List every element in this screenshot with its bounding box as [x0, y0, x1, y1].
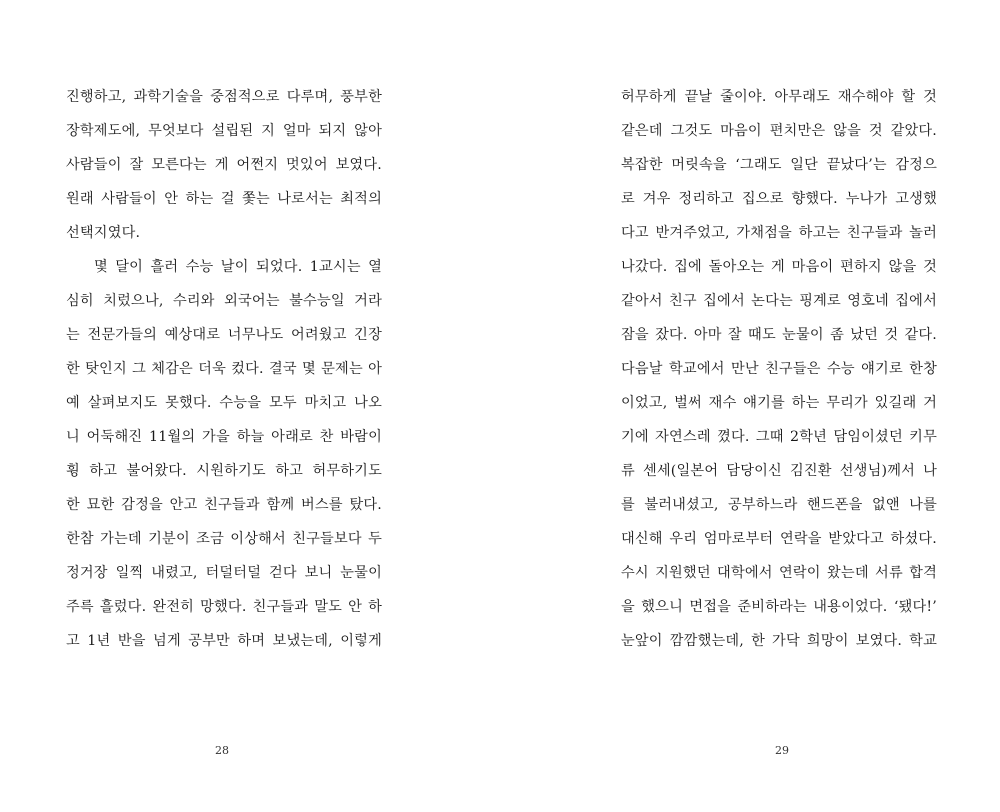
text-line: 장학제도에, 무엇보다 설립된 지 얼마 되지 않아	[66, 123, 382, 139]
text-line: 고 1년 반을 넘게 공부만 하며 보냈는데, 이렇게	[66, 633, 382, 649]
text-line: 정거장 일찍 내렸고, 터덜터덜 걷다 보니 눈물이	[66, 565, 382, 581]
text-line: 니 어둑해진 11월의 가을 하늘 아래로 찬 바람이	[66, 429, 382, 445]
right-page	[500, 0, 1000, 812]
text-line: 이었고, 벌써 재수 얘기를 하는 무리가 있길래 거	[621, 395, 937, 411]
text-line: 진행하고, 과학기술을 중점적으로 다루며, 풍부한	[66, 89, 382, 105]
text-line: 기에 자연스레 꼈다. 그때 2학년 담임이셨던 키무	[621, 429, 937, 445]
right-page-text	[621, 80, 937, 658]
text-line: 로 겨우 정리하고 집으로 향했다. 누나가 고생했	[621, 191, 937, 207]
text-line: 류 센세(일본어 담당이신 김진환 선생님)께서 나	[621, 463, 937, 479]
text-line: 허무하게 끝날 줄이야. 아무래도 재수해야 할 것	[621, 89, 937, 105]
text-line: 한 탓인지 그 체감은 더욱 컸다. 결국 몇 문제는 아	[66, 361, 382, 377]
text-line: 를 불러내셨고, 공부하느라 핸드폰을 없앤 나를	[621, 497, 937, 513]
text-line: 몇 달이 흘러 수능 날이 되었다. 1교시는 열	[94, 259, 382, 275]
text-line: 는 전문가들의 예상대로 너무나도 어려웠고 긴장	[66, 327, 382, 343]
text-line: 심히 치렀으나, 수리와 외국어는 불수능일 거라	[66, 293, 382, 309]
text-line: 원래 사람들이 안 하는 걸 쫓는 나로서는 최적의	[66, 191, 382, 207]
text-line: 같아서 친구 집에서 논다는 핑계로 영호네 집에서	[621, 293, 937, 309]
text-line: 수시 지원했던 대학에서 연락이 왔는데 서류 합격	[621, 565, 937, 581]
text-line: 주륵 흘렀다. 완전히 망했다. 친구들과 말도 안 하	[66, 599, 382, 615]
text-line: 눈앞이 깜깜했는데, 한 가닥 희망이 보였다. 학교	[621, 633, 937, 649]
text-line: 사람들이 잘 모른다는 게 어쩐지 멋있어 보였다.	[66, 157, 382, 173]
text-line: 복잡한 머릿속을 ‘그래도 일단 끝났다’는 감정으	[621, 157, 937, 173]
text-line: 다고 반겨주었고, 가채점을 하고는 친구들과 놀러	[621, 225, 937, 241]
left-page-text	[66, 80, 382, 658]
text-line: 을 했으니 면접을 준비하라는 내용이었다. ‘됐다!’	[621, 599, 937, 615]
text-line: 같은데 그것도 마음이 편치만은 않을 것 같았다.	[621, 123, 937, 139]
text-line: 다음날 학교에서 만난 친구들은 수능 얘기로 한창	[621, 361, 937, 377]
text-line: 한 묘한 감정을 안고 친구들과 함께 버스를 탔다.	[66, 497, 382, 513]
text-line: 잠을 잤다. 아마 잘 때도 눈물이 좀 났던 것 같다.	[621, 327, 937, 343]
text-line: 선택지였다.	[66, 225, 141, 241]
text-line: 한참 가는데 기분이 조금 이상해서 친구들보다 두	[66, 531, 382, 547]
text-line: 휭 하고 불어왔다. 시원하기도 하고 허무하기도	[66, 463, 382, 479]
page-number: 28	[215, 744, 229, 757]
page-number: 29	[775, 744, 789, 757]
text-line: 대신해 우리 엄마로부터 연락을 받았다고 하셨다.	[621, 531, 937, 547]
text-line: 예 살펴보지도 못했다. 수능을 모두 마치고 나오	[66, 395, 382, 411]
text-line: 나갔다. 집에 돌아오는 게 마음이 편하지 않을 것	[621, 259, 937, 275]
